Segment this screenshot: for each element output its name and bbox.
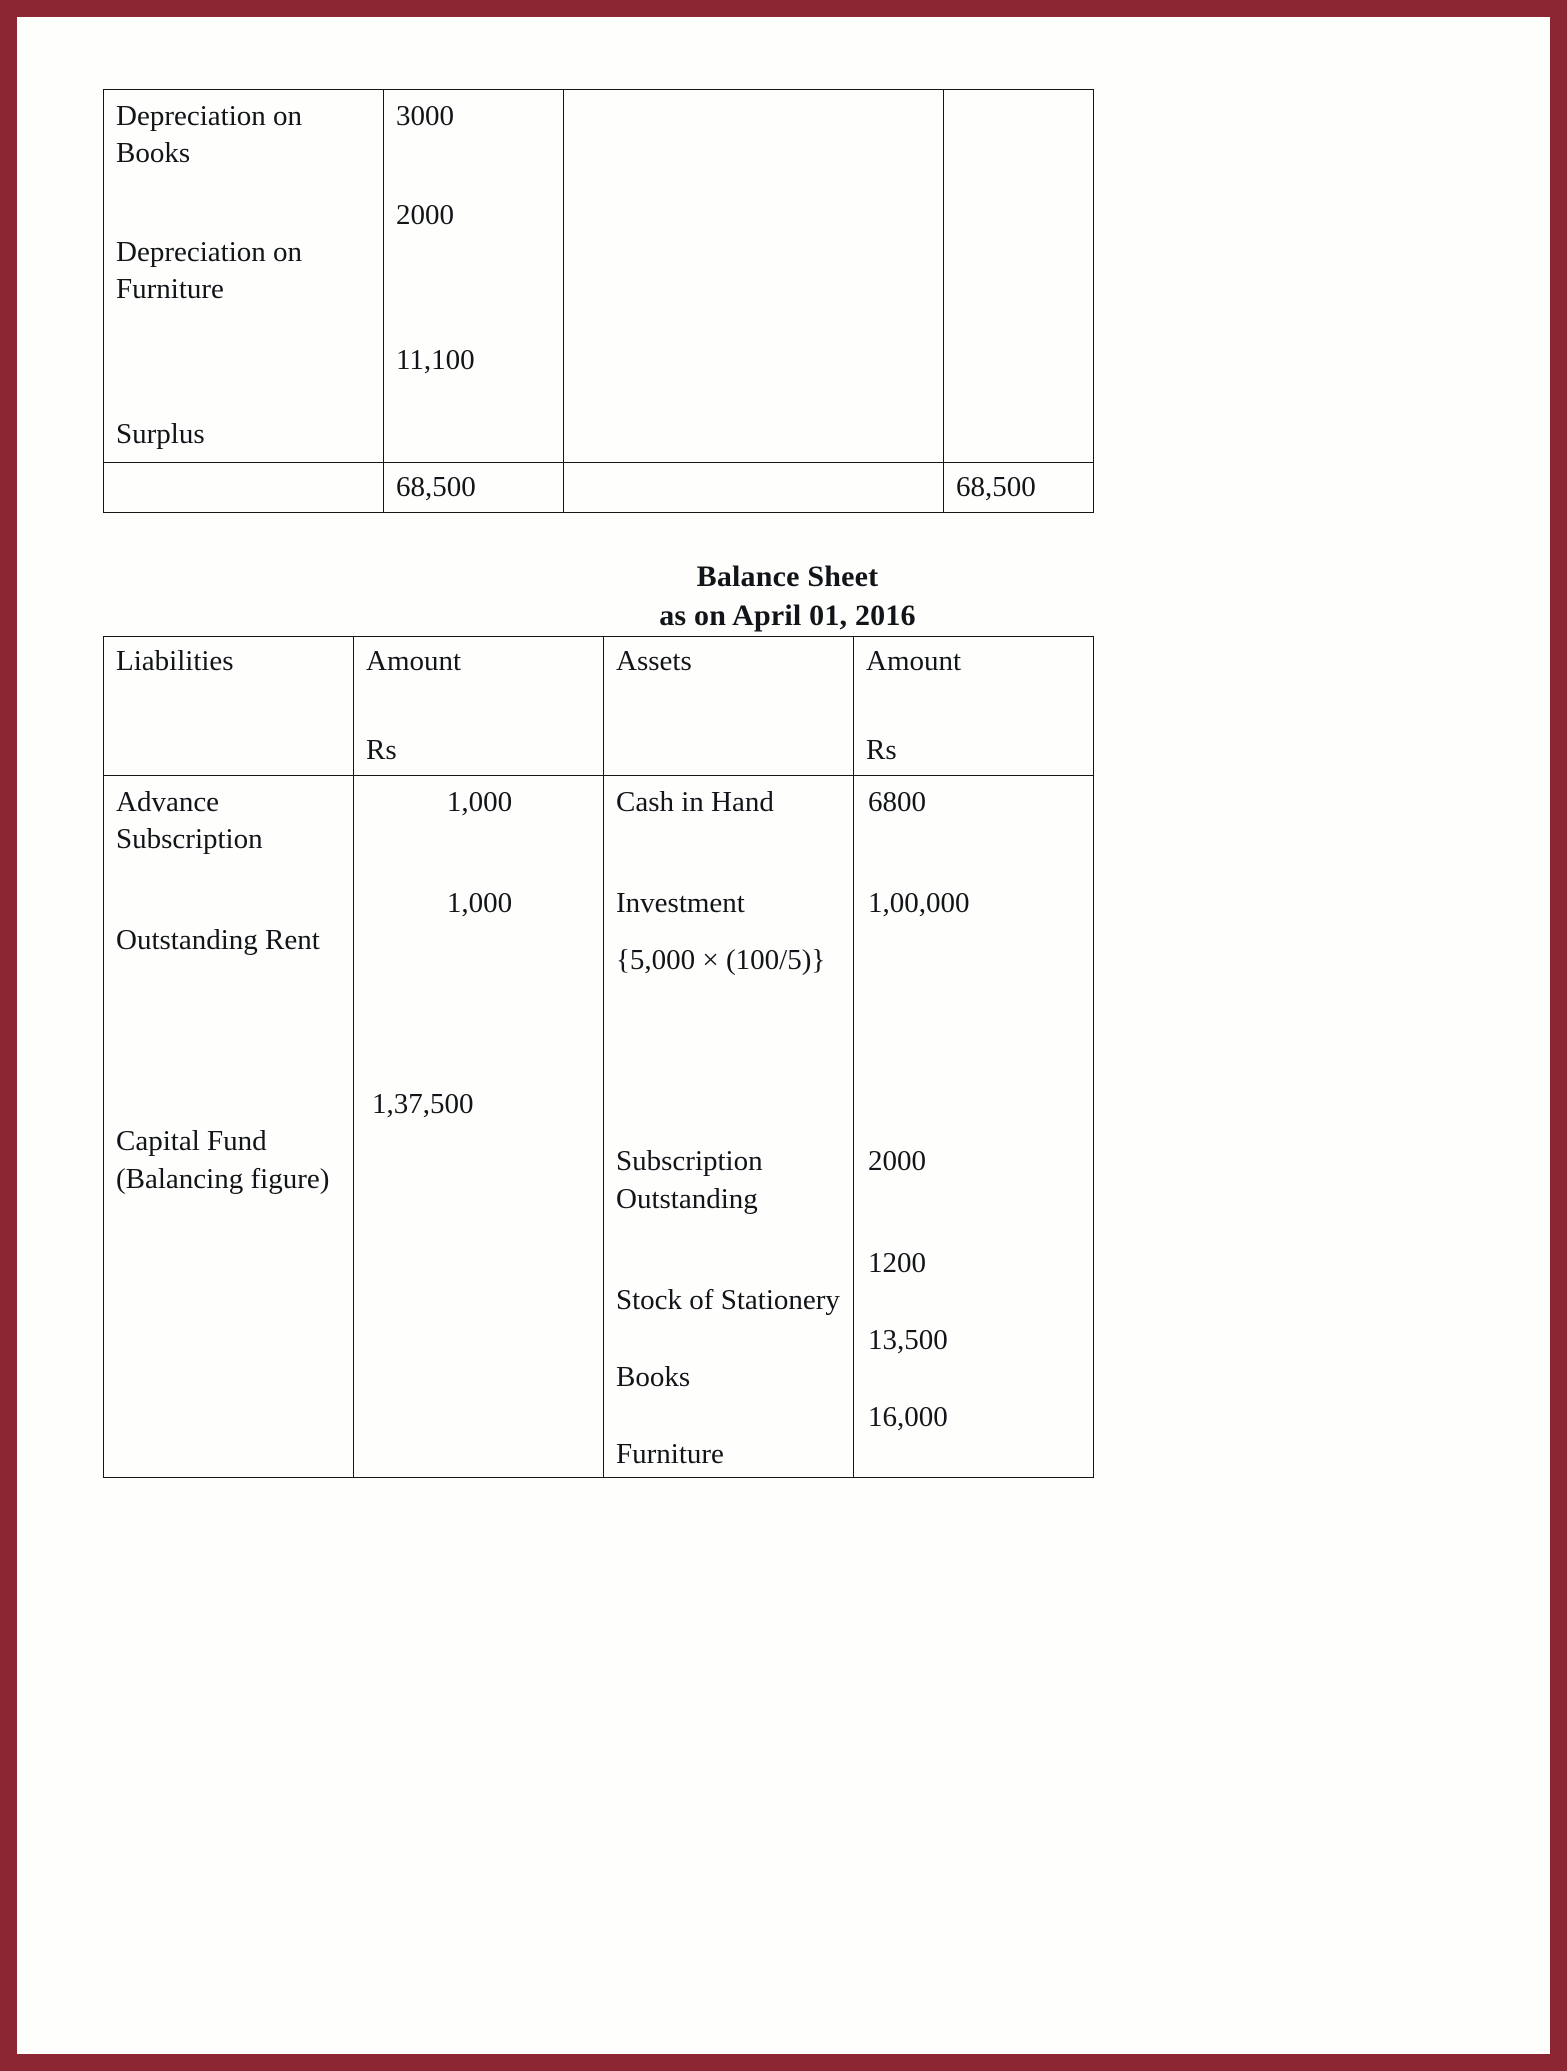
- list-item: Depreciation on Books: [116, 100, 303, 170]
- amount-value: 3000: [396, 100, 454, 132]
- table-row: [104, 90, 1094, 463]
- list-item: Outstanding Rent: [116, 924, 320, 957]
- page-sheet: [17, 17, 1550, 2054]
- amount-value: 16,000: [868, 1400, 948, 1433]
- table-total-row: [104, 462, 1094, 512]
- amount-value: 6800: [868, 786, 926, 819]
- balance-sheet-table: [103, 636, 1094, 1478]
- top-amount2-column: [944, 90, 1094, 463]
- column-header-liabilities: Liabilities: [104, 636, 354, 775]
- spacer: [104, 180, 383, 226]
- amount-value: 1,000: [446, 887, 513, 920]
- total-amount-right: 68,500: [944, 462, 1094, 512]
- spacer: [384, 288, 563, 334]
- list-item: Capital Fund (Balancing figure): [116, 1125, 330, 1195]
- spacer: [104, 316, 383, 362]
- amount-value: 2000: [868, 1145, 926, 1178]
- list-item: Books: [616, 1360, 691, 1393]
- list-item: Surplus: [116, 418, 205, 451]
- page-frame: [14, 14, 1553, 2057]
- amount-value: 11,100: [396, 344, 475, 377]
- amount-value: 1200: [868, 1246, 926, 1279]
- total-label-right: [564, 462, 944, 512]
- top-particulars2-column: [564, 90, 944, 463]
- amount-value: 1,00,000: [868, 887, 970, 920]
- list-item: Stock of Stationery: [616, 1283, 840, 1316]
- list-item: Furniture: [616, 1437, 724, 1470]
- assets-amount-column: [854, 776, 1094, 1478]
- list-item: Cash in Hand: [616, 786, 774, 819]
- balance-sheet-heading: [103, 557, 1490, 636]
- list-item: Advance Subscription: [116, 786, 263, 856]
- amount-value: 1,000: [446, 786, 513, 819]
- top-particulars-column: [104, 90, 384, 463]
- list-item: Investment: [616, 887, 745, 920]
- table-row: [104, 776, 1094, 1478]
- total-label-left: [104, 462, 384, 512]
- amount-value: 2000: [396, 199, 454, 232]
- column-header-assets: Assets: [604, 636, 854, 775]
- amount-spacer: [854, 926, 1093, 983]
- spacer: [104, 362, 383, 408]
- column-header-amount-left: Amount Rs: [354, 636, 604, 775]
- amount-value: 1,37,500: [372, 1088, 474, 1121]
- top-amount-column: [384, 90, 564, 463]
- column-header-amount-right: Amount Rs: [854, 636, 1094, 775]
- investment-note: {5,000 × (100/5)}: [616, 944, 826, 977]
- amount-value: 13,500: [868, 1323, 948, 1356]
- total-amount-left: 68,500: [384, 462, 564, 512]
- table-header-row: [104, 636, 1094, 775]
- list-item: Subscription Outstanding: [616, 1145, 763, 1215]
- spacer: [384, 143, 563, 189]
- balance-sheet-title: Balance Sheet: [696, 559, 879, 593]
- liabilities-column: [104, 776, 354, 1478]
- assets-column: [604, 776, 854, 1478]
- income-expenditure-table: [103, 89, 1094, 513]
- spacer: [384, 242, 563, 288]
- document-content: [17, 17, 1550, 2054]
- balance-sheet-subtitle: as on April 01, 2016: [659, 599, 916, 633]
- liabilities-amount-column: [354, 776, 604, 1478]
- list-item: Depreciation on Furniture: [116, 236, 303, 306]
